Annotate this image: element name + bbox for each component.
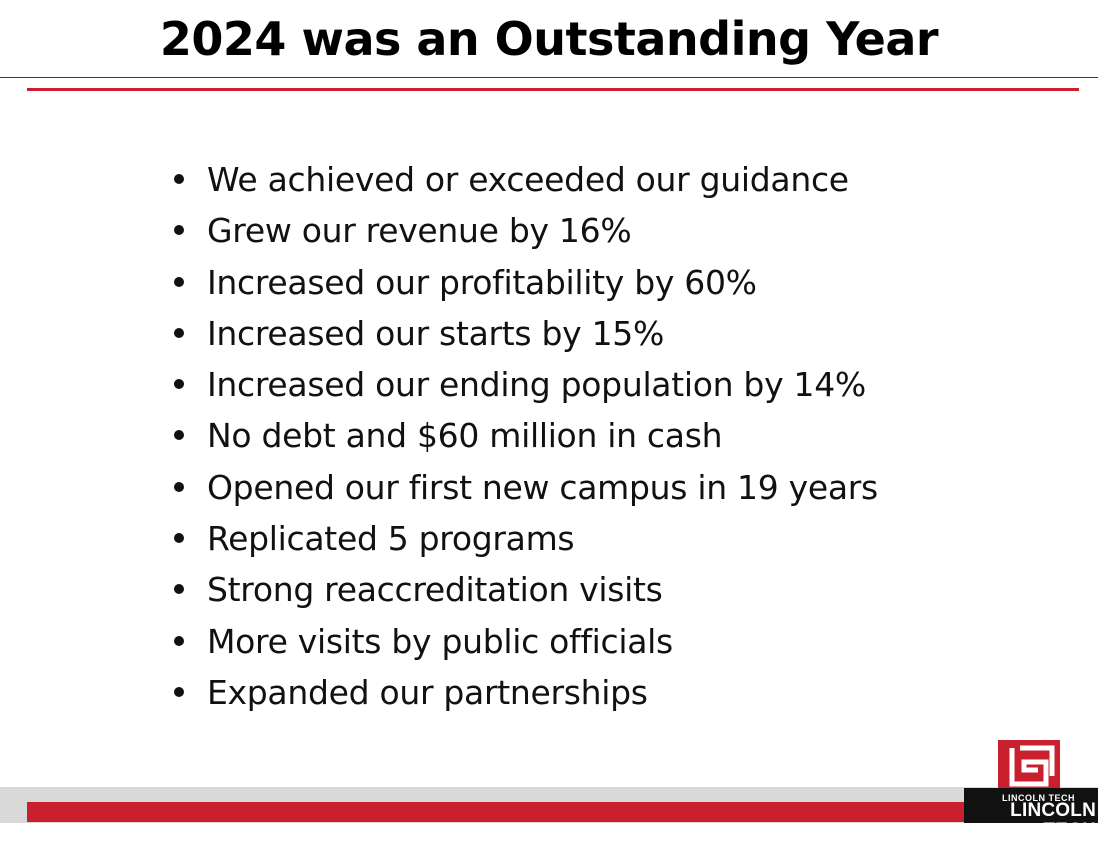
bullet-dot-icon [174, 328, 184, 338]
bullet-item [170, 205, 878, 256]
bullet-text: Increased our ending population by 14% [207, 365, 866, 405]
bullet-text: No debt and $60 million in cash [207, 416, 723, 456]
bullet-text: We achieved or exceeded our guidance [207, 160, 849, 199]
logo-wordmark: LINCOLN TECH [1010, 800, 1096, 841]
accent-rule [27, 88, 1079, 91]
lincoln-tech-logo-icon [998, 740, 1060, 792]
bullet-item [170, 410, 878, 461]
bullet-dot-icon [174, 430, 184, 440]
bullet-item [170, 359, 878, 410]
slide-title: 2024 was an Outstanding Year [159, 12, 939, 66]
bullet-dot-icon [174, 584, 184, 594]
bullet-text: Strong reaccreditation visits [207, 570, 663, 610]
bullet-item [170, 616, 878, 667]
bullet-dot-icon [174, 533, 184, 543]
bullet-dot-icon [174, 225, 184, 235]
bullet-text: Opened our first new campus in 19 years [207, 467, 878, 507]
logo-mark-icon [998, 740, 1060, 792]
title-divider [0, 77, 1098, 78]
bullet-dot-icon [174, 636, 184, 646]
bullet-item [170, 462, 878, 513]
bullet-item [170, 513, 878, 564]
bullet-text: Increased our starts by 15% [207, 313, 665, 353]
logo-small-text: LINCOLN TECH [1002, 793, 1075, 803]
bullet-item [170, 308, 878, 359]
bullet-dot-icon [174, 277, 184, 287]
bullet-text: Grew our revenue by 16% [207, 211, 632, 251]
bullet-dot-icon [174, 482, 184, 492]
bullet-item [170, 257, 878, 308]
bullet-item [170, 154, 878, 205]
bullet-text: Increased our profitability by 60% [207, 262, 757, 302]
bullet-text: Expanded our partnerships [207, 672, 648, 712]
bullet-dot-icon [174, 379, 184, 389]
footer-accent-bar [27, 802, 1098, 822]
bullet-text: More visits by public officials [207, 621, 673, 661]
bullet-text: Replicated 5 programs [207, 519, 575, 559]
bullet-item [170, 667, 878, 718]
bullet-list [170, 154, 878, 718]
bullet-dot-icon [174, 174, 184, 184]
bullet-item [170, 564, 878, 615]
bullet-dot-icon [174, 687, 184, 697]
